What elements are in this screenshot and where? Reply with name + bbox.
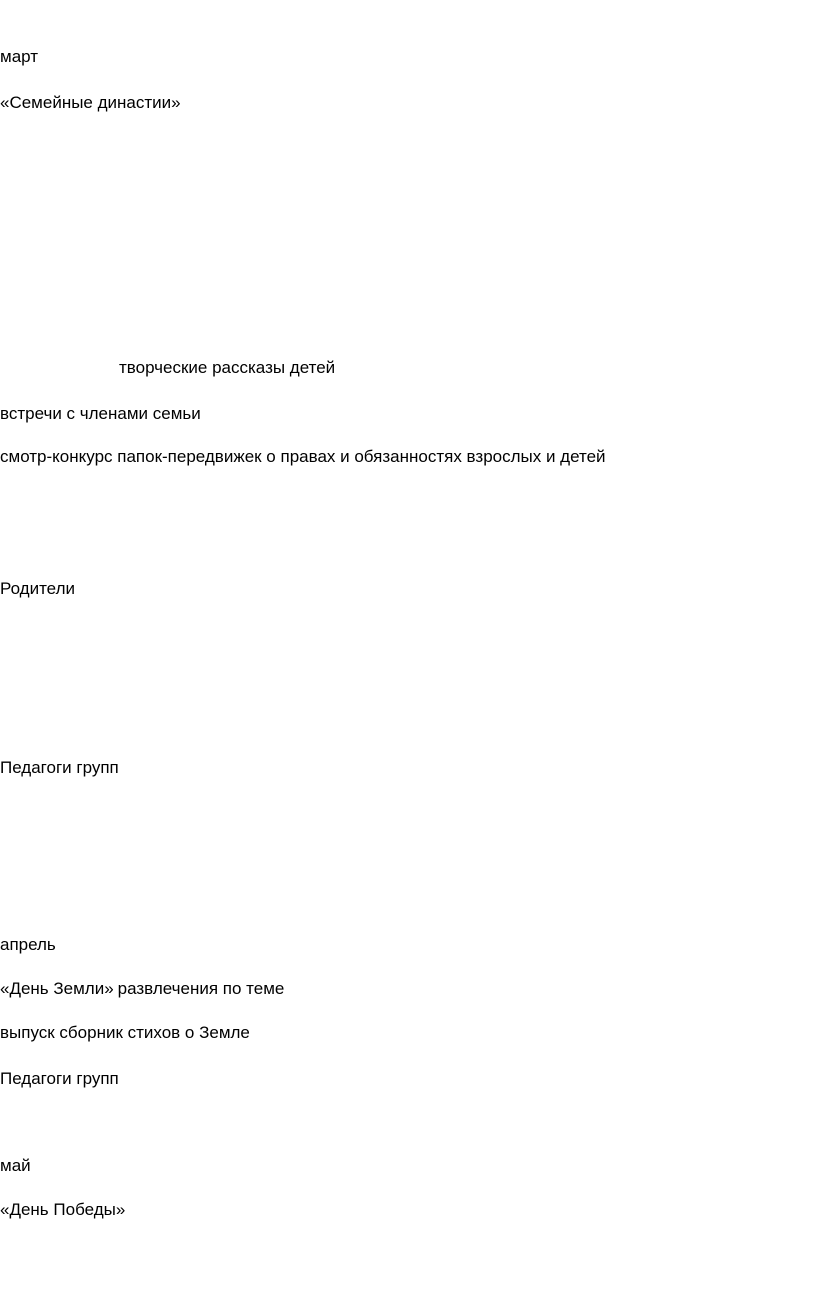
theme-victory-day: «День Победы» <box>0 1200 126 1219</box>
activity-entertainment: развлечения по теме <box>117 979 285 998</box>
theme-family-dynasties: «Семейные династии» <box>0 93 181 112</box>
activity-creative-stories: творческие рассказы детей <box>119 358 336 377</box>
activity-poem-collection: выпуск сборник стихов о Земле <box>0 1023 250 1042</box>
month-march: март <box>0 47 39 66</box>
month-april: апрель <box>0 935 56 954</box>
activity-family-meetings: встречи с членами семьи <box>0 404 201 423</box>
participants-parents: Родители <box>0 579 75 598</box>
participants-teachers-march: Педагоги групп <box>0 758 119 777</box>
participants-teachers-april: Педагоги групп <box>0 1069 119 1088</box>
activity-folder-contest: смотр-конкурс папок-передвижек о правах и обязанностях взрослых и детей <box>0 447 606 466</box>
theme-earth-day-row <box>0 978 284 1000</box>
month-may: май <box>0 1156 31 1175</box>
theme-earth-day: «День Земли» <box>0 979 114 998</box>
